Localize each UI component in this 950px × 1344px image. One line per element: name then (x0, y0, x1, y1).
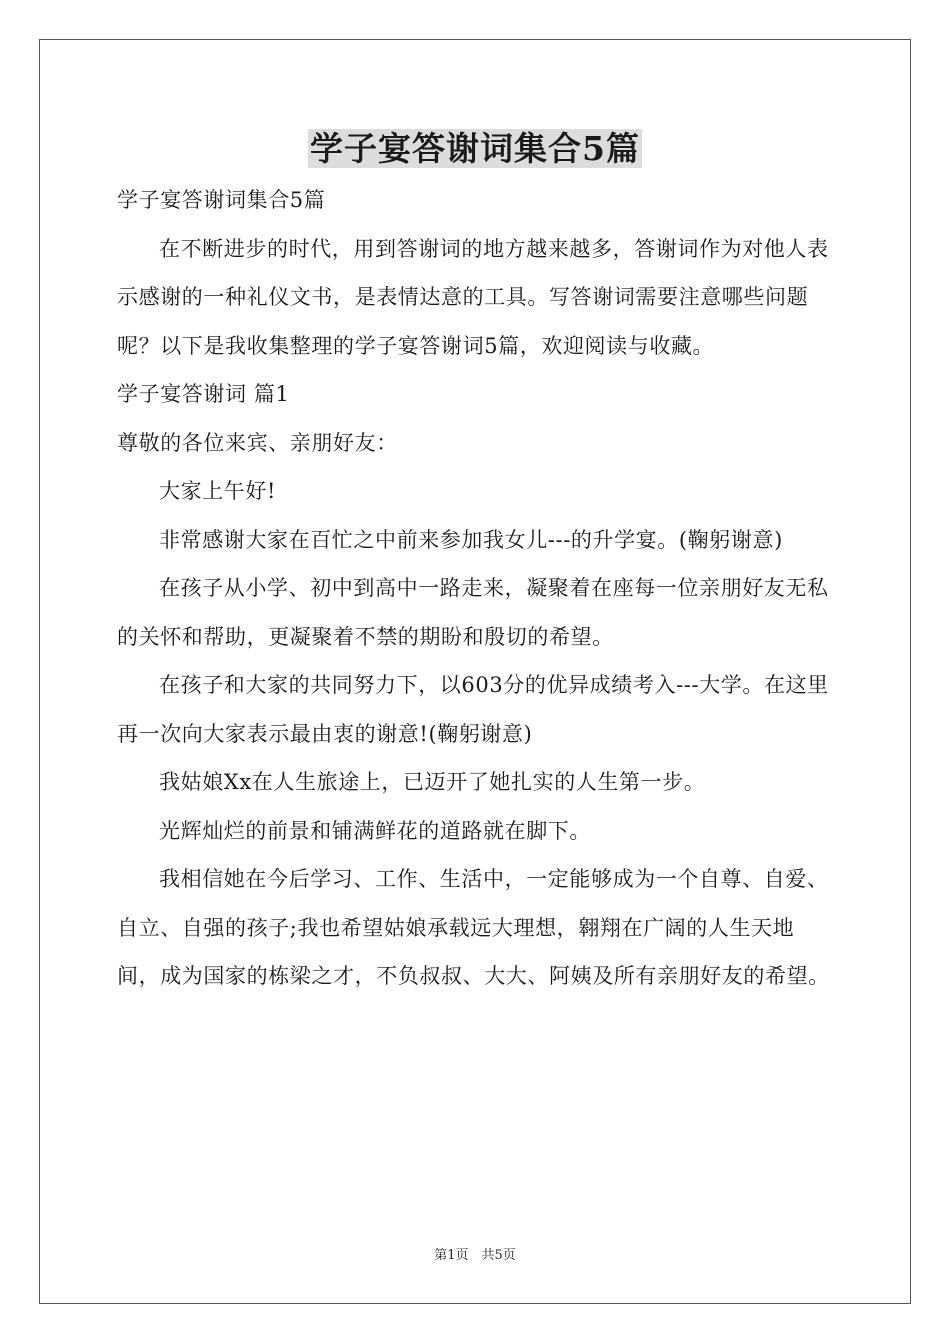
document-subtitle: 学子宴答谢词集合5篇 (117, 188, 326, 212)
paragraph: 大家上午好! (159, 479, 277, 503)
document-body (117, 176, 837, 1001)
paragraph: 在孩子和大家的共同努力下，以603分的优异成绩考入---大学。在这里再一次向大家表示最由衷的谢意!(鞠躬谢意) (117, 673, 829, 746)
paragraph: 非常感谢大家在百忙之中前来参加我女儿---的升学宴。(鞠躬谢意) (159, 527, 783, 552)
paragraph: 我姑娘Xx在人生旅途上，已迈开了她扎实的人生第一步。 (159, 770, 706, 794)
page-number-label: 第1页 共5页 (434, 1248, 516, 1263)
page-footer (0, 1247, 950, 1265)
paragraph: 尊敬的各位来宾、亲朋好友： (117, 430, 398, 455)
paragraph: 我相信她在今后学习、工作、生活中，一定能够成为一个自尊、自爱、自立、自强的孩子;我也希望姑娘承载远大理想，翱翔在广阔的人生天地间，成为国家的栋梁之才，不负叔叔、大大、阿姨及所有亲朋好友的希望。 (117, 867, 830, 988)
document-title (0, 128, 950, 170)
paragraph: 在不断进步的时代，用到答谢词的地方越来越多，答谢词作为对他人表示感谢的一种礼仪文书，是表情达意的工具。写答谢词需要注意哪些问题呢？以下是我收集整理的学子宴答谢词5篇，欢迎阅读与收藏。 (117, 236, 829, 358)
paragraph: 光辉灿烂的前景和铺满鲜花的道路就在脚下。 (159, 818, 591, 843)
document-title-text: 学子宴答谢词集合5篇 (310, 129, 640, 168)
paragraph: 学子宴答谢词 篇1 (117, 382, 290, 406)
paragraph: 在孩子从小学、初中到高中一路走来，凝聚着在座每一位亲朋好友无私的关怀和帮助，更凝聚着不禁的期盼和殷切的希望。 (117, 576, 829, 649)
